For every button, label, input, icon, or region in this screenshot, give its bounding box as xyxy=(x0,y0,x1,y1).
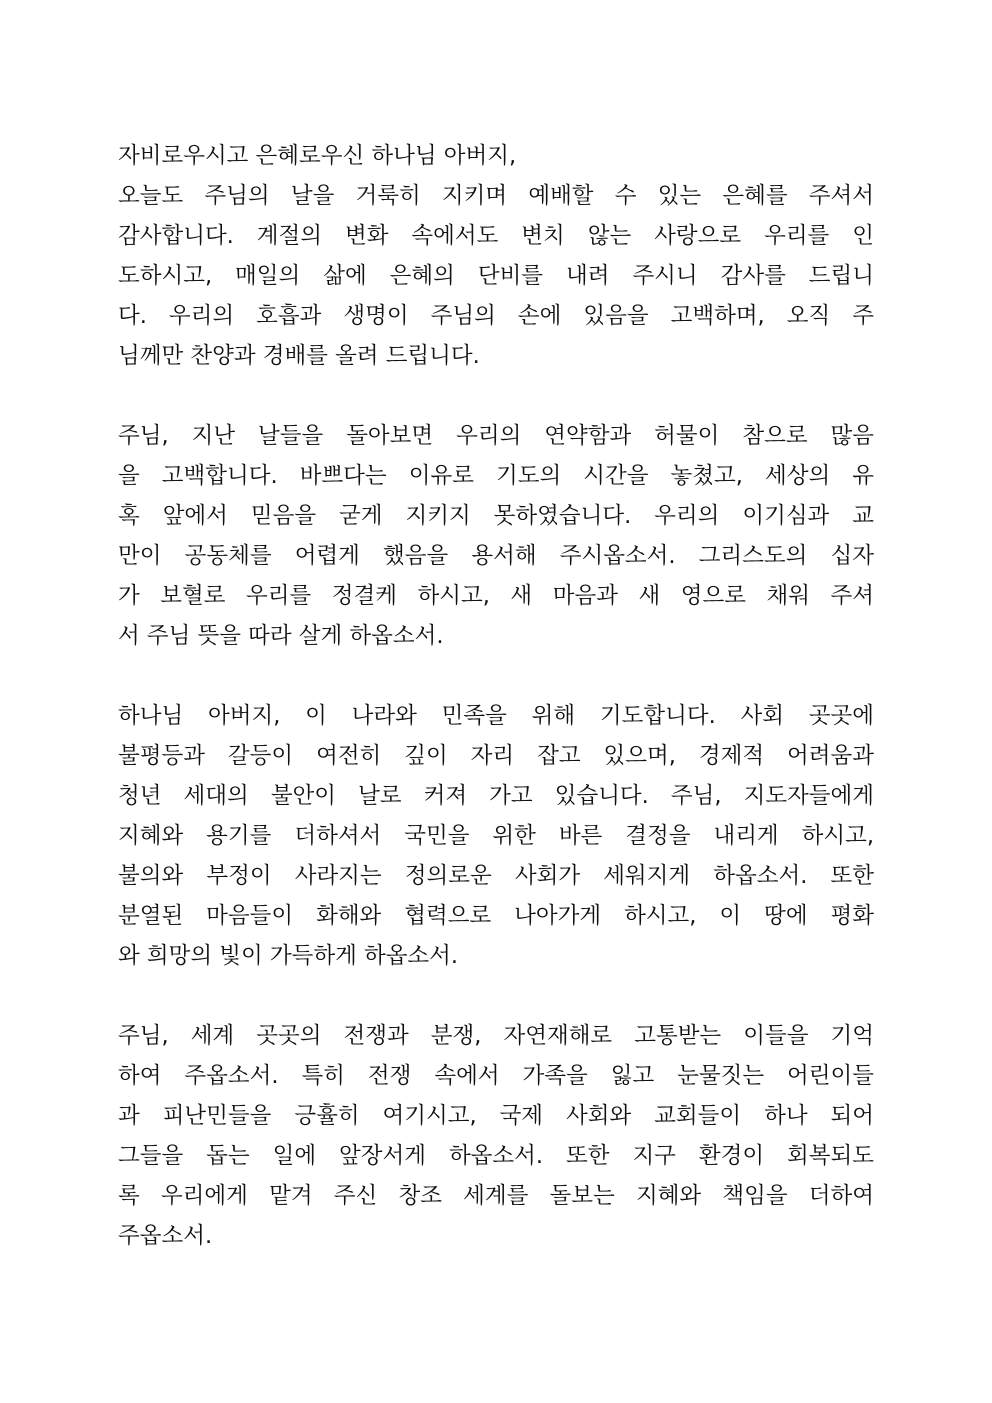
paragraph-line: 다. 우리의 호흡과 생명이 주님의 손에 있음을 고백하며, 오직 주 xyxy=(118,303,874,329)
paragraph-line: 하나님 아버지, 이 나라와 민족을 위해 기도합니다. 사회 곳곳에 xyxy=(118,703,874,729)
paragraph-line: 록 우리에게 맡겨 주신 창조 세계를 돌보는 지혜와 책임을 더하여 xyxy=(118,1183,874,1209)
paragraph-line: 주님, 지난 날들을 돌아보면 우리의 연약함과 허물이 참으로 많음 xyxy=(118,423,874,449)
paragraph-line: 하여 주옵소서. 특히 전쟁 속에서 가족을 잃고 눈물짓는 어린이들 xyxy=(118,1063,874,1089)
paragraph-line: 혹 앞에서 믿음을 굳게 지키지 못하였습니다. 우리의 이기심과 교 xyxy=(118,503,874,529)
paragraph-line: 와 희망의 빛이 가득하게 하옵소서. xyxy=(118,943,459,969)
paragraph-line: 불평등과 갈등이 여전히 깊이 자리 잡고 있으며, 경제적 어려움과 xyxy=(118,743,874,769)
paragraph-line: 불의와 부정이 사라지는 정의로운 사회가 세워지게 하옵소서. 또한 xyxy=(118,863,874,889)
prayer-text xyxy=(118,136,874,1256)
paragraph-line: 을 고백합니다. 바쁘다는 이유로 기도의 시간을 놓쳤고, 세상의 유 xyxy=(118,463,874,489)
paragraph-line: 님께만 찬양과 경배를 올려 드립니다. xyxy=(118,343,480,369)
paragraph-line: 오늘도 주님의 날을 거룩히 지키며 예배할 수 있는 은혜를 주셔서 xyxy=(118,183,874,209)
paragraph-gap xyxy=(118,376,874,416)
paragraph-line: 과 피난민들을 긍휼히 여기시고, 국제 사회와 교회들이 하나 되어 xyxy=(118,1103,874,1129)
paragraph-line: 주님, 세계 곳곳의 전쟁과 분쟁, 자연재해로 고통받는 이들을 기억 xyxy=(118,1023,874,1049)
paragraph-line: 감사합니다. 계절의 변화 속에서도 변치 않는 사랑으로 우리를 인 xyxy=(118,223,874,249)
paragraph-line: 만이 공동체를 어렵게 했음을 용서해 주시옵소서. 그리스도의 십자 xyxy=(118,543,874,569)
paragraph-line: 도하시고, 매일의 삶에 은혜의 단비를 내려 주시니 감사를 드립니 xyxy=(118,263,874,289)
greeting-line: 자비로우시고 은혜로우신 하나님 아버지, xyxy=(118,143,517,169)
paragraph-line: 가 보혈로 우리를 정결케 하시고, 새 마음과 새 영으로 채워 주셔 xyxy=(118,583,874,609)
paragraph-line: 그들을 돕는 일에 앞장서게 하옵소서. 또한 지구 환경이 회복되도 xyxy=(118,1143,874,1169)
paragraph-line: 서 주님 뜻을 따라 살게 하옵소서. xyxy=(118,623,444,649)
paragraph-gap xyxy=(118,976,874,1016)
paragraph-line: 분열된 마음들이 화해와 협력으로 나아가게 하시고, 이 땅에 평화 xyxy=(118,903,874,929)
paragraph-line: 지혜와 용기를 더하셔서 국민을 위한 바른 결정을 내리게 하시고, xyxy=(118,823,874,849)
paragraph-line: 주옵소서. xyxy=(118,1223,213,1249)
paragraph-gap xyxy=(118,656,874,696)
paragraph-line: 청년 세대의 불안이 날로 커져 가고 있습니다. 주님, 지도자들에게 xyxy=(118,783,874,809)
